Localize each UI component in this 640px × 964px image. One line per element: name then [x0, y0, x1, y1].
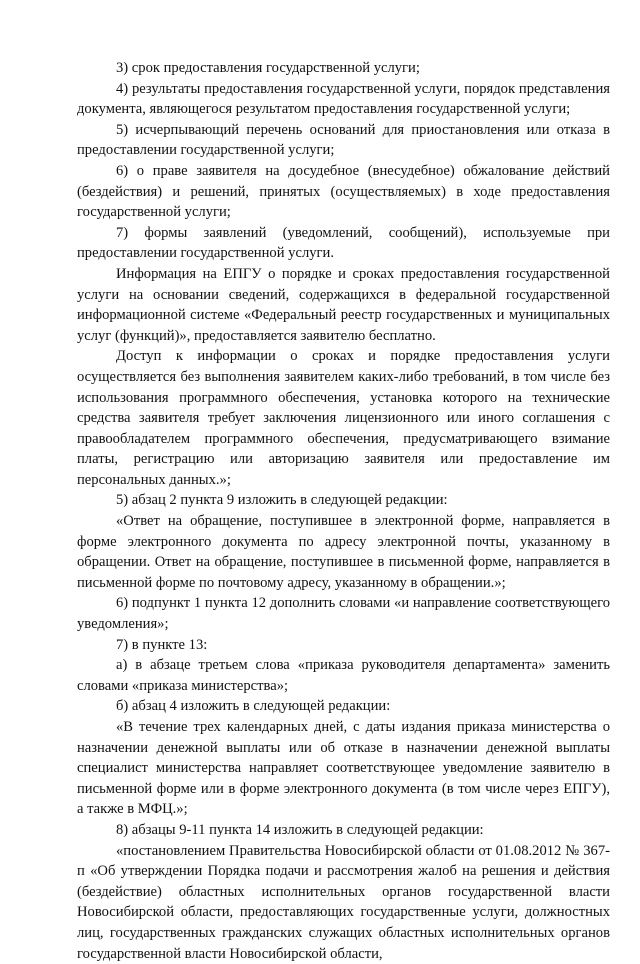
paragraph-11: 7) в пункте 13: — [116, 636, 208, 653]
paragraph-12: а) в абзаце третьем слова «приказа руководителя департамента» заменить словами «приказа министерства»; — [77, 657, 610, 694]
paragraph-15: 8) абзацы 9-11 пункта 14 изложить в следующей редакции: — [116, 821, 484, 838]
paragraph-1: 3) срок предоставления государственной услуги; — [116, 60, 420, 76]
paragraph-13: б) абзац 4 изложить в следующей редакции: — [116, 698, 391, 715]
paragraph-2: 4) результаты предоставления государственной услуги, порядок представления документа, являющегося результатом предоставления государственной услуги; — [77, 80, 610, 118]
paragraph-5: 7) формы заявлений (уведомлений, сообщений), используемые при предоставлении государственной услуги. — [77, 224, 610, 262]
paragraph-3: 5) исчерпывающий перечень оснований для приостановления или отказа в предоставлении государственной услуги; — [77, 121, 610, 159]
paragraph-7: Доступ к информации о сроках и порядке предоставления услуги осуществляется без выполнения заявителем каких-либо требований, в том числе без использования программного обеспечения, установка которого на технические средства заявителя требует заключения лицензионного или иного соглашения с правообладателем программного обеспечения, предусматривающего взимание платы, регистрацию или авторизацию заявителя или предоставление им персональных данных.»; — [77, 348, 610, 488]
paragraph-6: Информация на ЕПГУ о порядке и сроках предоставления государственной услуги на основании сведений, содержащихся в федеральной государственной информационной системе «Федеральный реестр государственных и муниципальных услуг (функций)», предоставляется заявителю бесплатно. — [77, 265, 610, 344]
paragraph-8: 5) абзац 2 пункта 9 изложить в следующей редакции: — [116, 492, 448, 509]
paragraph-9: «Ответ на обращение, поступившее в электронной форме, направляется в форме электронного документа по адресу электронной почты, указанному в обращении. Ответ на обращение, поступившее в письменной форме, направляется в письменной форме по почтовому адресу, указанному в обращении.»; — [77, 513, 610, 591]
paragraph-10: 6) подпункт 1 пункта 12 дополнить словами «и направление соответствующего уведомления»; — [77, 595, 610, 633]
paragraph-14: «В течение трех календарных дней, с даты издания приказа министерства о назначении денежной выплаты или об отказе в назначении денежной выплаты специалист министерства направляет соответствующее уведомление заявителю в письменной форме или в форме электронного документа (в том числе через ЕПГУ), а также в МФЦ.»; — [77, 719, 610, 818]
paragraph-4: 6) о праве заявителя на досудебное (внесудебное) обжалование действий (бездействия) и решений, принятых (осуществляемых) в ходе предоставления государственной услуги; — [77, 162, 610, 221]
paragraph-16: «постановлением Правительства Новосибирской области от 01.08.2012 № 367-п «Об утверждении Порядка подачи и рассмотрения жалоб на решения и действия (бездействие) областных исполнительных органов государственной власти Новосибирской области, предоставляющих государственные услуги, должностных лиц, государственных гражданских служащих областных исполнительных органов государственной власти Новосибирской области, — [77, 842, 610, 962]
document-page — [77, 58, 610, 964]
